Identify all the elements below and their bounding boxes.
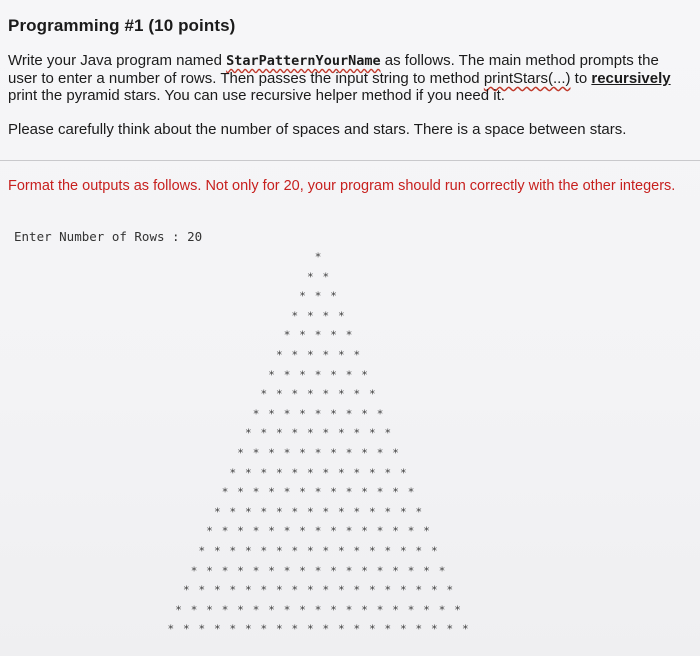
pyramid-star: *	[260, 387, 268, 401]
pyramid-star: *	[314, 524, 322, 538]
pyramid-star: *	[306, 270, 314, 284]
pyramid-star: *	[237, 603, 244, 617]
pyramid-star: *	[384, 426, 392, 440]
pyramid-star: *	[221, 564, 229, 578]
pyramid-star: *	[353, 387, 361, 401]
pyramid-star: *	[306, 309, 314, 323]
pyramid-star: *	[368, 544, 376, 558]
pyramid-star: *	[407, 485, 415, 499]
pyramid-star: *	[438, 564, 446, 578]
class-name: StarPatternYourName	[226, 53, 381, 69]
pyramid-star: *	[198, 544, 206, 558]
pyramid-star: *	[283, 524, 291, 538]
pyramid-star: *	[299, 328, 306, 342]
pyramid-star: *	[345, 368, 353, 382]
pyramid-star: *	[237, 564, 244, 578]
pyramid-star: *	[237, 446, 244, 460]
pyramid-star: *	[244, 466, 252, 480]
pyramid-star: *	[368, 622, 376, 636]
pyramid-star: *	[376, 524, 384, 538]
pyramid-star: *	[361, 446, 368, 460]
method-name: printStars(...)	[483, 70, 571, 87]
pyramid-star: *	[314, 564, 322, 578]
pyramid-star: *	[275, 348, 283, 362]
pyramid-star: *	[306, 348, 314, 362]
pyramid-star: *	[252, 564, 260, 578]
pyramid-star: *	[376, 564, 384, 578]
pyramid-star: *	[275, 466, 283, 480]
pyramid-star: *	[353, 544, 361, 558]
pyramid-star: *	[275, 387, 283, 401]
pyramid-star: *	[368, 426, 376, 440]
pyramid-star: *	[407, 524, 415, 538]
pyramid-star: *	[268, 485, 275, 499]
pyramid-star: *	[283, 603, 291, 617]
pyramid-star: *	[322, 544, 330, 558]
pyramid-star: *	[337, 466, 345, 480]
pyramid-star: *	[330, 524, 337, 538]
pyramid-star: *	[283, 368, 291, 382]
pyramid-star: *	[361, 564, 368, 578]
pyramid-star: *	[337, 309, 345, 323]
pyramid-star: *	[368, 466, 376, 480]
pyramid-star: *	[206, 603, 213, 617]
pyramid-star: *	[299, 603, 306, 617]
pyramid-star: *	[306, 583, 314, 597]
pyramid-star: *	[322, 348, 330, 362]
pyramid-star: *	[283, 328, 291, 342]
pyramid-star: *	[268, 524, 275, 538]
pyramid-star: *	[206, 564, 213, 578]
pyramid-star: *	[314, 368, 322, 382]
pyramid-star: *	[221, 603, 229, 617]
pyramid-star: *	[330, 289, 337, 303]
pyramid-star: *	[314, 603, 322, 617]
pyramid-star: *	[291, 466, 299, 480]
page-title: Programming #1 (10 points)	[8, 16, 236, 35]
pyramid-star: *	[322, 270, 330, 284]
pyramid-star: *	[291, 505, 299, 519]
pyramid-star: *	[430, 622, 438, 636]
pyramid-star: *	[384, 466, 392, 480]
pyramid-star: *	[283, 407, 291, 421]
pyramid-star: *	[283, 485, 291, 499]
pyramid-star: *	[175, 603, 182, 617]
pyramid-star: *	[244, 622, 252, 636]
pyramid-star: *	[392, 485, 399, 499]
prompt-label: Enter Number of Rows :	[14, 229, 188, 244]
pyramid-star: *	[299, 289, 306, 303]
pyramid-star: *	[353, 466, 361, 480]
spacing-note: Please carefully think about the number of spaces and stars. There is a space between stars.	[8, 121, 627, 138]
pyramid-star: *	[275, 505, 283, 519]
pyramid-star: *	[345, 328, 353, 342]
pyramid-star: *	[337, 622, 345, 636]
pyramid-star: *	[322, 583, 330, 597]
pyramid-star: *	[190, 564, 198, 578]
pyramid-star: *	[306, 466, 314, 480]
pyramid-star: *	[446, 622, 454, 636]
pyramid-star: *	[291, 348, 299, 362]
pyramid-star: *	[345, 524, 353, 538]
pyramid-star: *	[376, 485, 384, 499]
pyramid-star: *	[415, 622, 423, 636]
pyramid-star: *	[268, 603, 275, 617]
pyramid-star: *	[415, 544, 423, 558]
pyramid-star: *	[392, 524, 399, 538]
pyramid-star: *	[167, 622, 175, 636]
pyramid-star: *	[438, 603, 446, 617]
line1-suffix: as follows. The main method prompts the	[380, 52, 659, 69]
pyramid-star: *	[213, 505, 221, 519]
pyramid-star: *	[353, 583, 361, 597]
pyramid-star: *	[237, 485, 244, 499]
pyramid-star: *	[322, 387, 330, 401]
pyramid-star: *	[213, 583, 221, 597]
pyramid-star: *	[213, 622, 221, 636]
pyramid-star: *	[322, 505, 330, 519]
line1-prefix: Write your Java program named	[8, 52, 227, 69]
pyramid-star: *	[376, 407, 384, 421]
pyramid-star: *	[330, 603, 337, 617]
pyramid-star: *	[252, 446, 260, 460]
pyramid-star: *	[345, 446, 353, 460]
pyramid-star: *	[299, 446, 306, 460]
pyramid-star: *	[392, 564, 399, 578]
pyramid-star: *	[291, 387, 299, 401]
pyramid-star: *	[299, 368, 306, 382]
pyramid-star: *	[244, 505, 252, 519]
pyramid-star: *	[423, 524, 430, 538]
pyramid-star: *	[415, 505, 423, 519]
pyramid-star: *	[299, 564, 306, 578]
pyramid-star: *	[260, 583, 268, 597]
pyramid-star: *	[221, 524, 229, 538]
pyramid-star: *	[322, 622, 330, 636]
pyramid-star: *	[299, 485, 306, 499]
pyramid-star: *	[407, 603, 415, 617]
prompt-value: 20	[187, 229, 203, 244]
pyramid-star: *	[392, 446, 399, 460]
pyramid-star: *	[454, 603, 461, 617]
pyramid-star: *	[376, 603, 384, 617]
pyramid-star: *	[368, 583, 376, 597]
pyramid-star: *	[182, 583, 190, 597]
pyramid-star: *	[446, 583, 454, 597]
pyramid-star: *	[407, 564, 415, 578]
pyramid-star: *	[306, 622, 314, 636]
pyramid-star: *	[384, 622, 392, 636]
pyramid-star: *	[353, 348, 361, 362]
pyramid-star: *	[314, 407, 322, 421]
pyramid-star: *	[306, 505, 314, 519]
pyramid-star: *	[275, 622, 283, 636]
pyramid-star: *	[314, 328, 322, 342]
pyramid-star: *	[353, 505, 361, 519]
pyramid-star: *	[430, 583, 438, 597]
pyramid-star: *	[345, 407, 353, 421]
recursively-emphasis: recursively	[591, 70, 671, 87]
instructions-line-3: print the pyramid stars. You can use recursive helper method if you need it.	[8, 87, 505, 104]
pyramid-star: *	[330, 485, 337, 499]
pyramid-star: *	[291, 622, 299, 636]
pyramid-star: *	[190, 603, 198, 617]
pyramid-star: *	[330, 368, 337, 382]
pyramid-star: *	[330, 446, 337, 460]
pyramid-star: *	[353, 622, 361, 636]
pyramid-star: *	[376, 446, 384, 460]
pyramid-star: *	[330, 407, 337, 421]
pyramid-star: *	[399, 466, 407, 480]
pyramid-star: *	[268, 564, 275, 578]
pyramid-star: *	[337, 544, 345, 558]
pyramid-star: *	[260, 505, 268, 519]
pyramid-star: *	[361, 603, 368, 617]
pyramid-star: *	[182, 622, 190, 636]
line2-prefix: user to enter a number of rows. Then passes the input string to method	[8, 70, 484, 87]
line2-mid: to	[570, 70, 592, 87]
pyramid-star: *	[275, 544, 283, 558]
pyramid-star: *	[423, 603, 430, 617]
pyramid-star: *	[260, 466, 268, 480]
pyramid-star: *	[384, 544, 392, 558]
pyramid-star: *	[229, 505, 237, 519]
pyramid-star: *	[213, 544, 221, 558]
pyramid-star: *	[260, 544, 268, 558]
pyramid-star: *	[244, 426, 252, 440]
pyramid-star: *	[361, 524, 368, 538]
pyramid-star: *	[268, 407, 275, 421]
pyramid-star: *	[337, 426, 345, 440]
pyramid-star: *	[399, 622, 407, 636]
pyramid-star: *	[399, 583, 407, 597]
pyramid-star: *	[345, 485, 353, 499]
pyramid-star: *	[314, 250, 322, 264]
format-note: Format the outputs as follows. Not only for 20, your program should run correctly with the other integers.	[8, 178, 676, 194]
pyramid-star: *	[275, 426, 283, 440]
pyramid-star: *	[384, 583, 392, 597]
pyramid-star: *	[283, 446, 291, 460]
pyramid-star: *	[461, 622, 469, 636]
pyramid-star: *	[361, 485, 368, 499]
pyramid-star: *	[337, 387, 345, 401]
pyramid-star: *	[330, 328, 337, 342]
pyramid-star: *	[337, 505, 345, 519]
pyramid-star: *	[314, 485, 322, 499]
pyramid-star: *	[198, 583, 206, 597]
pyramid-star: *	[399, 505, 407, 519]
pyramid-star: *	[229, 544, 237, 558]
pyramid-star: *	[299, 524, 306, 538]
pyramid-star: *	[291, 544, 299, 558]
pyramid-star: *	[252, 407, 260, 421]
pyramid-star: *	[353, 426, 361, 440]
pyramid-star: *	[260, 426, 268, 440]
pyramid-star: *	[337, 583, 345, 597]
pyramid-star: *	[322, 309, 330, 323]
pyramid-star: *	[291, 309, 299, 323]
pyramid-star: *	[306, 426, 314, 440]
pyramid-star: *	[252, 603, 260, 617]
pyramid-star: *	[361, 368, 368, 382]
pyramid-star: *	[430, 544, 438, 558]
pyramid-star: *	[392, 603, 399, 617]
pyramid-star: *	[198, 622, 206, 636]
pyramid-star: *	[260, 622, 268, 636]
pyramid-star: *	[206, 524, 213, 538]
pyramid-star: *	[244, 544, 252, 558]
pyramid-star: *	[330, 564, 337, 578]
pyramid-star: *	[275, 583, 283, 597]
pyramid-star: *	[415, 583, 423, 597]
pyramid-star: *	[252, 524, 260, 538]
pyramid-star: *	[229, 622, 237, 636]
pyramid-star: *	[237, 524, 244, 538]
pyramid-star: *	[314, 446, 322, 460]
pyramid-star: *	[268, 368, 275, 382]
pyramid-star: *	[423, 564, 430, 578]
pyramid-star: *	[252, 485, 260, 499]
pyramid-star: *	[322, 426, 330, 440]
pyramid-star: *	[283, 564, 291, 578]
pyramid-star: *	[221, 485, 229, 499]
pyramid-star: *	[368, 387, 376, 401]
pyramid-star: *	[291, 426, 299, 440]
pyramid-star: *	[322, 466, 330, 480]
pyramid-star: *	[229, 583, 237, 597]
pyramid-star: *	[345, 603, 353, 617]
pyramid-star: *	[361, 407, 368, 421]
pyramid-star: *	[345, 564, 353, 578]
pyramid-star: *	[229, 466, 237, 480]
pyramid-star: *	[291, 583, 299, 597]
pyramid-star: *	[306, 544, 314, 558]
pyramid-star: *	[368, 505, 376, 519]
pyramid-star: *	[268, 446, 275, 460]
pyramid-star: *	[299, 407, 306, 421]
pyramid-star: *	[337, 348, 345, 362]
pyramid-star: *	[306, 387, 314, 401]
pyramid-star: *	[384, 505, 392, 519]
pyramid-star: *	[244, 583, 252, 597]
pyramid-star: *	[314, 289, 322, 303]
pyramid-star: *	[399, 544, 407, 558]
